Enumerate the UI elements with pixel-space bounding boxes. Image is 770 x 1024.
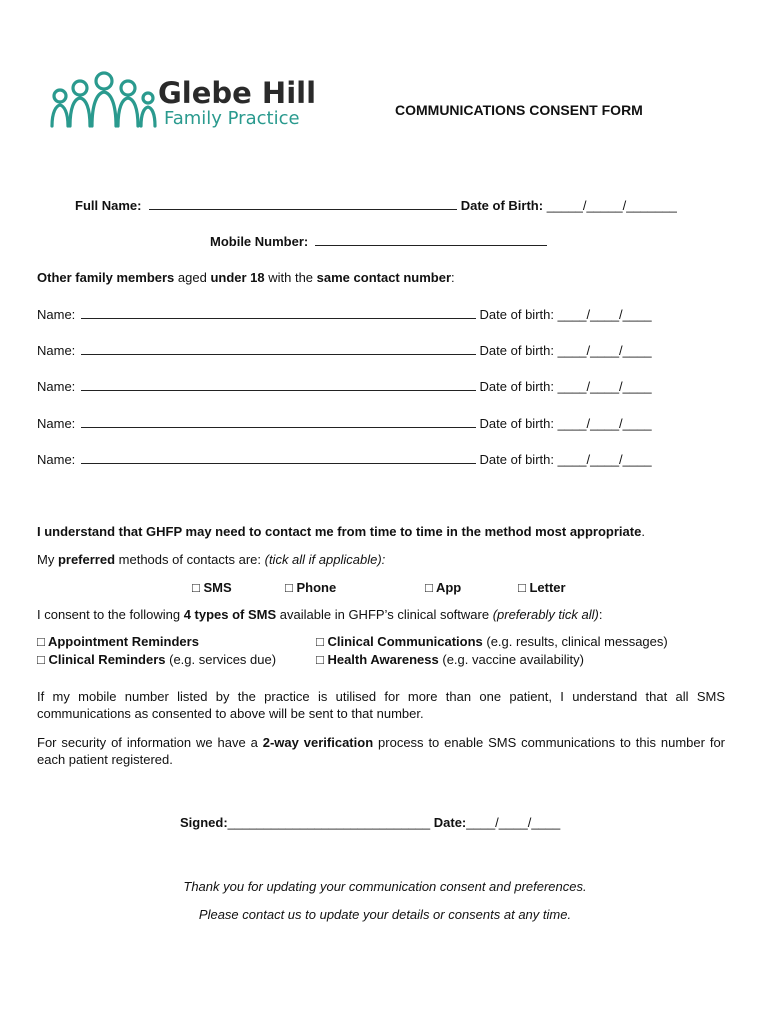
security-text-1: For security of information we have a [37,735,263,750]
family-name-input[interactable] [81,378,476,391]
method-letter-checkbox[interactable]: □ Letter [518,580,566,595]
family-member-row [37,451,652,467]
family-dob-input[interactable]: ____/____/____ [557,452,652,467]
family-dob-label: Date of birth: [479,379,554,394]
sms-intro-text-2: available in GHFP’s clinical software [276,607,493,622]
preferred-text-2: methods of contacts are: [115,552,265,567]
family-name-input[interactable] [81,451,476,464]
sms-intro-colon: : [598,607,603,622]
family-heading-bold-2: under 18 [210,270,265,285]
family-member-row [37,342,652,358]
security-bold: 2-way verification [262,735,374,750]
preferred-methods-line [37,552,385,567]
family-name-input[interactable] [81,306,476,319]
sms-type-note: (e.g. vaccine availability) [438,652,584,667]
date-label: Date: [433,815,467,830]
shared-mobile-paragraph: If my mobile number listed by the practice is utilised for more than one patient, I understand that all SMS communications as consented to above will be sent to that number. [37,689,725,721]
full-name-input[interactable] [149,197,457,210]
logo-name: Glebe Hill [158,76,316,110]
sms-appointment-reminders-checkbox[interactable] [37,634,199,649]
date-input[interactable]: ____/____/____ [466,815,561,830]
family-name-label: Name: [37,416,76,431]
mobile-label: Mobile Number: [210,234,309,249]
sms-types-intro [37,607,603,622]
family-name-label: Name: [37,307,76,322]
family-member-row [37,378,652,394]
family-name-label: Name: [37,343,76,358]
security-paragraph [37,734,725,768]
method-phone-checkbox[interactable]: □ Phone [285,580,337,595]
thanks-note: Thank you for updating your communication consent and preferences. [183,879,587,894]
family-heading-text-2: with the [264,270,317,285]
family-member-row [37,415,652,431]
family-heading-bold-3: same contact number [316,270,452,285]
sms-intro-bold: 4 types of SMS [183,607,277,622]
sms-type-label: □ Health Awareness [316,652,439,667]
family-dob-label: Date of birth: [479,452,554,467]
sms-type-label: □ Clinical Communications [316,634,483,649]
full-name-row [75,197,677,213]
sms-type-note: (e.g. services due) [165,652,277,667]
family-name-label: Name: [37,452,76,467]
sms-intro-italic: (preferably tick all) [492,607,599,622]
family-heading-text-1: aged [174,270,211,285]
signature-input[interactable]: ____________________________ [227,815,431,830]
family-figures-icon [52,73,155,126]
preferred-italic: (tick all if applicable): [264,552,386,567]
form-title: COMMUNICATIONS CONSENT FORM [395,102,643,118]
family-heading-bold-1: Other family members [37,270,175,285]
understand-text: I understand that GHFP may need to contact me from time to time in the method most appropriate [37,524,642,539]
signed-label: Signed: [180,815,228,830]
mobile-row [210,233,547,249]
family-name-label: Name: [37,379,76,394]
mobile-input[interactable] [315,233,547,246]
family-heading-colon: : [451,270,455,285]
security-text-2: process to enable SMS communications to this number for each patient registered. [37,735,726,767]
family-dob-label: Date of birth: [479,416,554,431]
family-member-row [37,306,652,322]
family-dob-input[interactable]: ____/____/____ [557,379,652,394]
full-name-label: Full Name: [75,198,142,213]
family-name-input[interactable] [81,342,476,355]
sms-type-note: (e.g. results, clinical messages) [482,634,668,649]
sms-clinical-communications-checkbox[interactable] [316,634,668,649]
method-sms-checkbox[interactable]: □ SMS [192,580,232,595]
method-app-checkbox[interactable]: □ App [425,580,462,595]
logo-subtitle: Family Practice [164,108,300,129]
family-dob-input[interactable]: ____/____/____ [557,307,652,322]
dob-label: Date of Birth: [460,198,544,213]
sms-type-label: □ Clinical Reminders [37,652,166,667]
preferred-text-1: My [37,552,58,567]
sms-intro-text-1: I consent to the following [37,607,184,622]
contact-note: Please contact us to update your details or consents at any time. [198,907,572,922]
family-name-input[interactable] [81,415,476,428]
family-dob-input[interactable]: ____/____/____ [557,343,652,358]
preferred-bold: preferred [57,552,116,567]
sms-clinical-reminders-checkbox[interactable] [37,652,276,667]
family-heading [37,270,455,285]
understand-statement [37,524,645,539]
sms-type-label: □ Appointment Reminders [37,634,199,649]
sms-health-awareness-checkbox[interactable] [316,652,584,667]
family-dob-input[interactable]: ____/____/____ [557,416,652,431]
practice-logo [46,68,316,132]
dob-input[interactable]: _____/_____/_______ [546,198,677,213]
family-dob-label: Date of birth: [479,343,554,358]
family-dob-label: Date of birth: [479,307,554,322]
understand-period: . [641,524,645,539]
signature-row [180,815,560,830]
